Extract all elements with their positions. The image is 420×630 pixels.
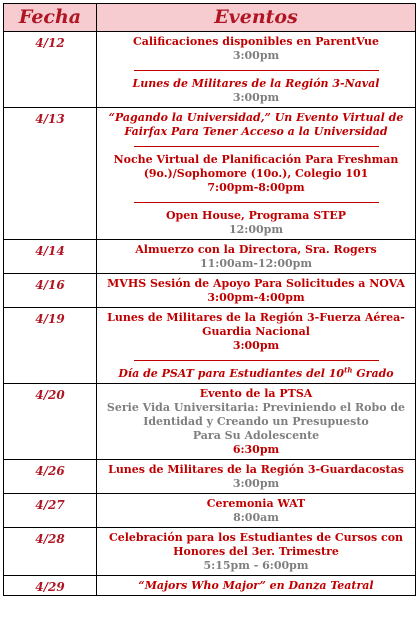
event-date-cell: 4/14 [4, 240, 97, 274]
table-header-row [4, 4, 416, 32]
event-text-line [101, 339, 411, 353]
event-date-cell: 4/12 [4, 32, 97, 108]
event-text: “Pagando la Universidad,” Un Evento Virtual de [108, 111, 404, 124]
event-text-line [101, 559, 411, 573]
events-calendar-table [3, 3, 416, 596]
event-text: 7:00pm-8:00pm [207, 181, 305, 194]
event-text-tail: Grado [352, 367, 394, 380]
ordinal-suffix: th [344, 365, 353, 375]
event-text: Lunes de Militares de la Región 3-Guardacostas [108, 463, 404, 476]
event-date-cell: 4/19 [4, 308, 97, 384]
events-table-body [4, 32, 416, 596]
event-date-cell: 4/20 [4, 384, 97, 460]
event-text: Fairfax Para Tener Acceso a la Universidad [124, 125, 388, 138]
event-details-cell [97, 274, 416, 308]
event-separator-line [134, 70, 379, 71]
event-text: Para Su Adolescente [192, 429, 320, 442]
event-text-line [101, 511, 411, 525]
event-text: Evento de la PTSA [199, 387, 313, 400]
event-text-line [101, 415, 411, 429]
event-date-cell: 4/27 [4, 494, 97, 528]
event-text-line [101, 463, 411, 477]
event-details-cell [97, 460, 416, 494]
event-text: 6:30pm [232, 443, 280, 456]
event-text-line [101, 325, 411, 339]
event-text-line [101, 311, 411, 325]
table-row [4, 494, 416, 528]
event-separator-line [134, 146, 379, 147]
event-text-line [101, 35, 411, 49]
event-details-cell [97, 494, 416, 528]
table-row [4, 576, 416, 596]
event-text: Open House, Programa STEP [165, 209, 347, 222]
table-row [4, 240, 416, 274]
event-text: 3:00pm [232, 49, 280, 62]
event-text-line [101, 77, 411, 91]
event-text: 3:00pm [232, 339, 280, 352]
event-text-line [101, 443, 411, 457]
event-date-cell: 4/13 [4, 108, 97, 240]
event-text-line [101, 545, 411, 559]
event-text: Celebración para los Estudiantes de Cursos con [108, 531, 404, 544]
event-text: 8:00am [233, 511, 279, 524]
event-separator-line [134, 202, 379, 203]
table-row [4, 384, 416, 460]
event-text-line [101, 429, 411, 443]
event-text-line [101, 277, 411, 291]
table-row [4, 528, 416, 576]
event-text-line [101, 257, 411, 271]
table-row [4, 308, 416, 384]
event-details-cell [97, 108, 416, 240]
event-text: Lunes de Militares de la Región 3-Naval [132, 77, 380, 90]
events-column-header: Eventos [97, 4, 416, 32]
event-text: Noche Virtual de Planificación Para Freshman [113, 153, 399, 166]
event-text-line [101, 153, 411, 167]
event-details-cell [97, 308, 416, 384]
event-text: Honores del 3er. Trimestre [173, 545, 339, 558]
event-separator-line [134, 360, 379, 361]
event-text: 5:15pm - 6:00pm [203, 559, 309, 572]
event-text: 3:00pm-4:00pm [207, 291, 305, 304]
event-text: (9o.)/Sophomore (10o.), Colegio 101 [143, 167, 369, 180]
event-text-line [101, 167, 411, 181]
table-row [4, 274, 416, 308]
event-text: 3:00pm [232, 91, 280, 104]
event-details-cell [97, 32, 416, 108]
event-text-line [101, 401, 411, 415]
event-text: Serie Vida Universitaria: Previniendo el Robo de [106, 401, 406, 414]
date-column-header: Fecha [4, 4, 97, 32]
event-details-cell [97, 384, 416, 460]
event-date-cell: 4/29 [4, 576, 97, 596]
event-text-line [101, 387, 411, 401]
event-text-line [101, 111, 411, 125]
table-row [4, 32, 416, 108]
event-text: “Majors Who Major” en Danza Teatral [138, 579, 374, 592]
event-text-line [101, 367, 411, 381]
event-text-line [101, 181, 411, 195]
event-details-cell [97, 576, 416, 596]
event-text-line [101, 477, 411, 491]
event-date-cell: 4/26 [4, 460, 97, 494]
event-text-line [101, 243, 411, 257]
event-date-cell: 4/28 [4, 528, 97, 576]
event-text: MVHS Sesión de Apoyo Para Solicitudes a NOVA [107, 277, 405, 290]
table-row [4, 108, 416, 240]
event-text: 3:00pm [232, 477, 280, 490]
event-text: Calificaciones disponibles en ParentVue [132, 35, 380, 48]
event-text-line [101, 223, 411, 237]
event-text: 12:00pm [228, 223, 283, 236]
event-date-cell: 4/16 [4, 274, 97, 308]
event-text: 11:00am-12:00pm [199, 257, 312, 270]
event-text: Ceremonia WAT [206, 497, 306, 510]
event-text-line [101, 209, 411, 223]
event-text-line [101, 531, 411, 545]
event-details-cell [97, 240, 416, 274]
event-text: Lunes de Militares de la Región 3-Fuerza Aérea- [107, 311, 405, 324]
event-text-line [101, 125, 411, 139]
event-text: Día de PSAT para Estudiantes del 10 [118, 367, 345, 380]
event-text-line [101, 497, 411, 511]
table-row [4, 460, 416, 494]
event-details-cell [97, 528, 416, 576]
event-text: Guardia Nacional [202, 325, 310, 338]
event-text-line [101, 579, 411, 593]
event-text-line [101, 91, 411, 105]
event-text: Identidad y Creando un Presupuesto [143, 415, 369, 428]
event-text-line [101, 291, 411, 305]
event-text-line [101, 49, 411, 63]
event-text: Almuerzo con la Directora, Sra. Rogers [135, 243, 377, 256]
